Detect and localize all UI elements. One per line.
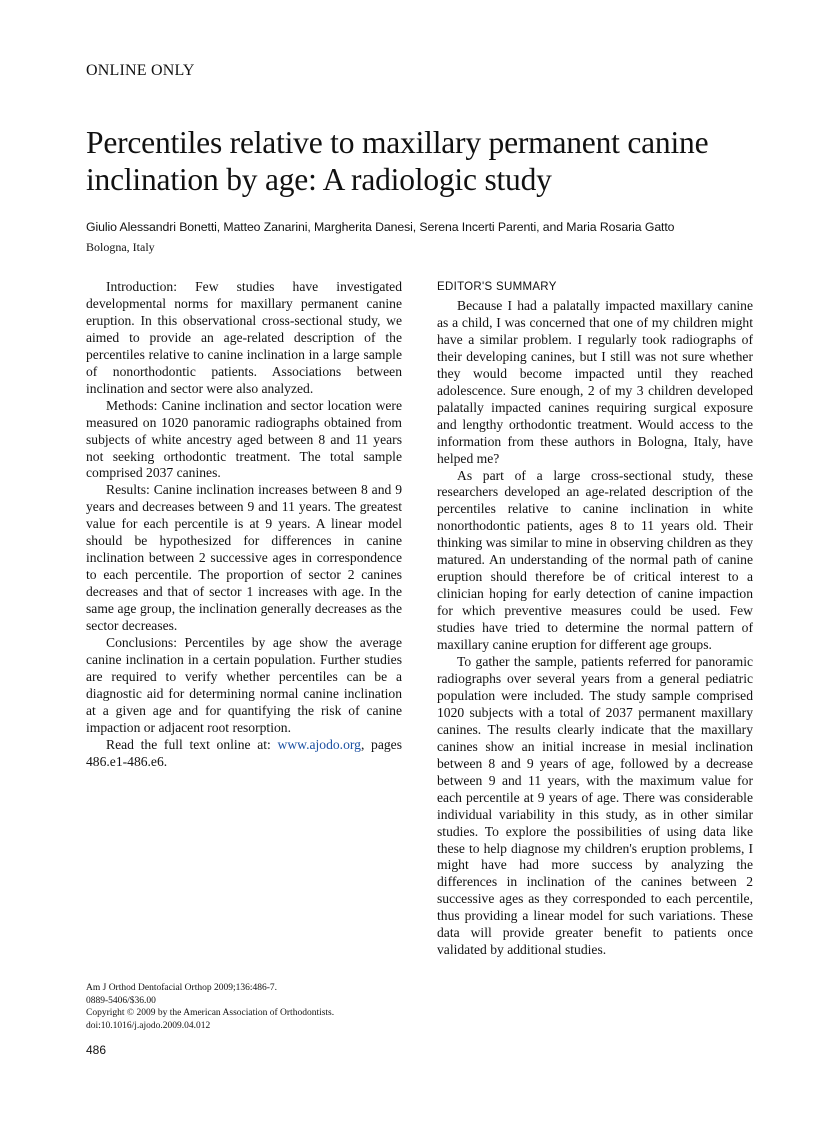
- doi: doi:10.1016/j.ajodo.2009.04.012: [86, 1020, 211, 1031]
- read-online-prefix: Read the full text online at:: [106, 736, 278, 752]
- read-online-suffix: , pages 486.e1-486.e6.: [86, 736, 402, 769]
- summary-paragraph: Because I had a palatally impacted maxillary canine as a child, I was concerned that one of my children might have a similar problem. I regularly took radiographs of their developing canines, but I still was not sure whether they would become impacted until they reached adolescence. Sure enough, 2 of my 3 children developed palatally impacted canines requiring surgical exposure and lengthy orthodontic treatment. Would access to the information from these authors in Bologna, Italy, have helped me?: [437, 298, 753, 466]
- read-online: [86, 737, 402, 771]
- journal-link[interactable]: www.ajodo.org: [277, 736, 361, 752]
- footnote: [86, 982, 334, 1032]
- editors-summary-heading: EDITOR'S SUMMARY: [437, 281, 557, 293]
- issn: 0889-5406/$36.00: [86, 995, 156, 1006]
- affiliation: Bologna, Italy: [86, 240, 155, 254]
- abstract: [86, 279, 402, 771]
- authors: Giulio Alessandri Bonetti, Matteo Zanarini, Margherita Danesi, Serena Incerti Parenti, and Maria Rosaria Gatto: [86, 220, 675, 234]
- copyright: Copyright © 2009 by the American Association of Orthodontists.: [86, 1008, 335, 1018]
- page-number: 486: [86, 1043, 107, 1057]
- abstract-results: Results: Canine inclination increases between 8 and 9 years and decreases between 9 and 11 years. The greatest value for each percentile is at 9 years. A linear model should be hypothesized for differences in canine inclination between 2 successive ages in correspondence to each percentile. The proportion of sector 2 canines decreases and that of sector 1 increases with age. In the same age group, the inclination generally decreases as the sector decreases.: [86, 482, 402, 634]
- abstract-conclusions: Conclusions: Percentiles by age show the average canine inclination in a certain population. Further studies are required to verify whether percentiles can be a diagnostic aid for determining normal canine inclination at a given age and for quantifying the risk of canine impaction or adjacent root resorption.: [86, 635, 402, 735]
- abstract-introduction: Introduction: Few studies have investigated developmental norms for maxillary permanent canine eruption. In this observational cross-sectional study, we aimed to provide an age-related description of the percentiles relative to canine inclination in a large sample of nonorthodontic patients. Associations between inclination and sector were also analyzed.: [86, 279, 402, 396]
- summary-paragraph: To gather the sample, patients referred for panoramic radiographs over several years from a general pediatric population were included. The study sample comprised 1020 subjects with a total of 2037 permanent maxillary canines. The results clearly indicate that the maxillary canines show an initial increase in mesial inclination between 8 and 9 years of age, followed by a decrease between 9 and 11 years, with the maximum value for each percentile at 9 years of age. There was considerable individual variability in this study, as in other similar studies. To explore the possibilities of using data like these to help diagnose my children's eruption problems, I might have had more success by analyzing the differences in inclination of the canines between 2 successive ages as they corresponded to each percentile, thus providing a linear model for such variations. These data will provide greater benefit to patients once validated by additional studies.: [437, 654, 753, 958]
- section-label: ONLINE ONLY: [86, 62, 195, 79]
- citation: Am J Orthod Dentofacial Orthop 2009;136:486-7.: [86, 983, 278, 993]
- article-title: Percentiles relative to maxillary permanent canine inclination by age: A radiologic study: [86, 125, 709, 197]
- summary-paragraph: As part of a large cross-sectional study, these researchers developed an age-related description of the percentiles relative to canine inclination in white nonorthodontic patients, ages 8 to 11 years old. Their thinking was similar to mine in observing children as they matured. An understanding of the normal path of canine eruption should therefore be of critical interest to a clinician hoping for early detection of canine impaction for which preventive measures could be used. Few studies have tried to determine the normal pattern of maxillary canine eruption for different age groups.: [437, 467, 754, 653]
- editors-summary: [437, 298, 753, 959]
- abstract-methods: Methods: Canine inclination and sector location were measured on 1020 panoramic radiographs obtained from subjects of white ancestry aged between 8 and 11 years not seeking orthodontic treatment. The total sample comprised 2037 canines.: [86, 397, 402, 481]
